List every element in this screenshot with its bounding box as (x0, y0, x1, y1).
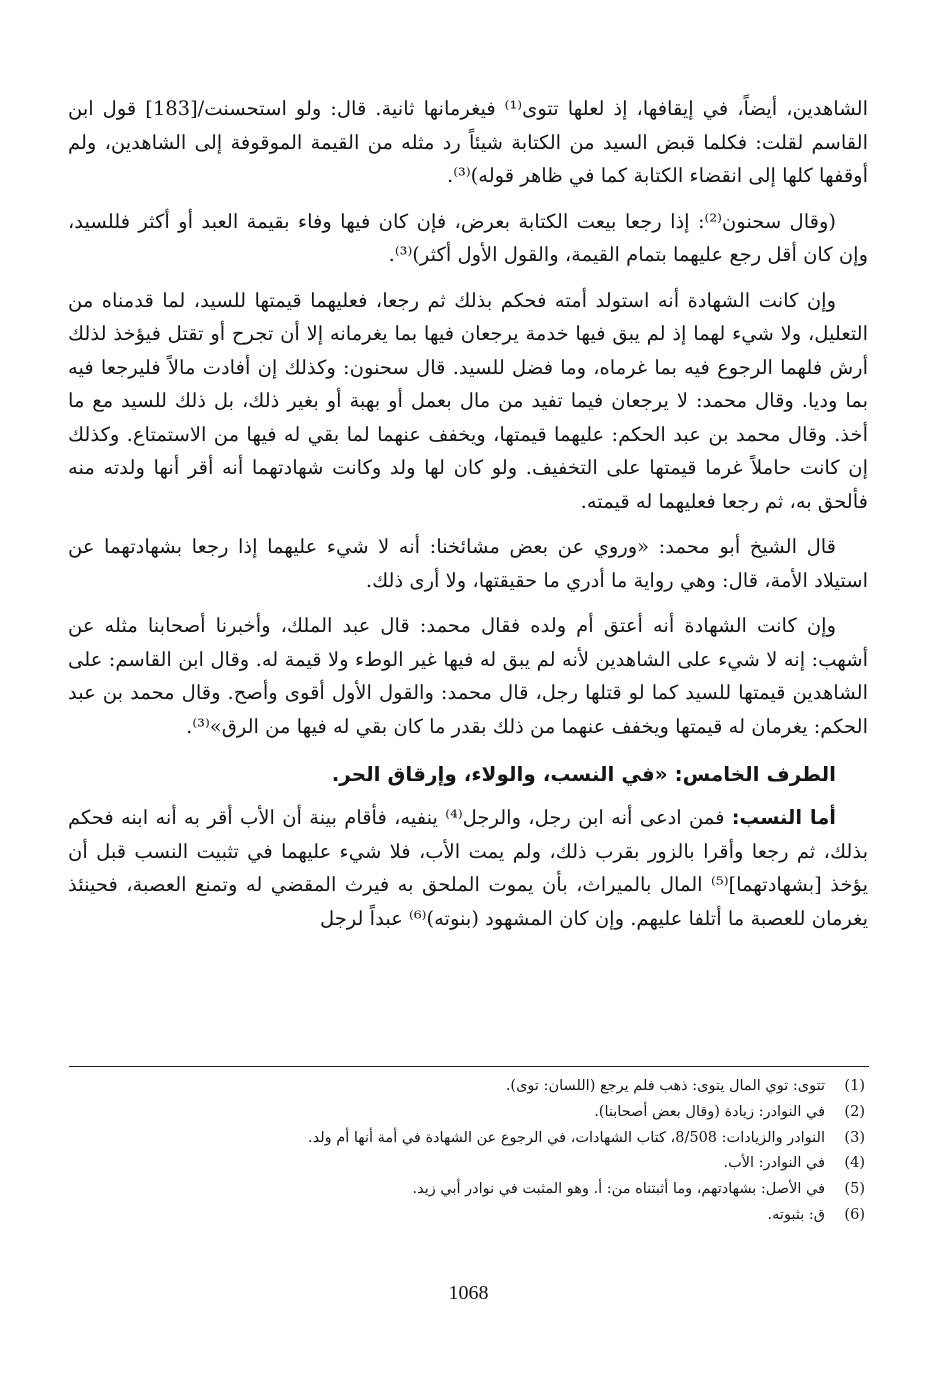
footnote-number: (4) (844, 1155, 865, 1172)
footnote-1 (75, 1074, 865, 1100)
footnote-text: في النوادر: زيادة (وقال بعض أصحابنا). (594, 1103, 825, 1120)
paragraph-3: وإن كانت الشهادة أنه استولد أمته فحكم بذلك ثم رجعا، فعليهما قيمتها للسيد، لما قدمناه من التعليل، ولا شيء لهما إذ لم يبق فيها خدمة يرجعان فيها بما يغرمانه إلا أن تجرح أو تقتل فيؤخذ لذلك أرش فلهما الرجوع فيه بما غرماه، وما فضل للسيد. قال سحنون: وكذلك إن أفادت مالاً فليرجعا فيه بما وديا. وقال محمد: لا يرجعان فيما تفيد من مال بعمل أو بهبة أو بغير ذلك، بل ذلك للسيد مع ما أخذ. وقال محمد بن عبد الحكم: عليهما قيمتها، ويخفف عنهما لما بقي له فيها من الاستمتاع. وكذلك إن كانت حاملاً غرما قيمتها على التخفيف. ولو كان لها ولد وكانت شهادتهما أنه أقر أنها ولدته منه فألحق به، ثم رجعا فعليهما له قيمته. (68, 288, 868, 513)
footnote-text: في الأصل: بشهادتهم، وما أثبتناه من: أ. وهو المثبت في نوادر أبي زيد. (412, 1181, 825, 1198)
footnote-6 (75, 1203, 865, 1229)
footnotes (75, 1074, 865, 1229)
footnote-3 (75, 1126, 865, 1152)
paragraph-4: قال الشيخ أبو محمد: «وروي عن بعض مشائخنا: أنه لا شيء عليهما إذا رجعا بشهادتهما عن استيلاد الأمة، قال: وهي رواية ما أدري ما حقيقتها، ولا أرى ذلك. (68, 535, 868, 592)
paragraph-2: (وقال سحنون⁽²⁾: إذا رجعا بيعت الكتابة بعرض، فإن كان فيها وفاء بقيمة العبد أو أكثر فللسيد، وإن كان أقل رجع عليهما بتمام القيمة، والقول الأول أكثر)⁽³⁾. (68, 209, 868, 266)
footnote-text: تتوى: توي المال يتوى: ذهب فلم يرجع (اللسان: توى). (505, 1078, 825, 1094)
lead-term: أما النسب: (731, 806, 836, 829)
footnote-separator (69, 1066, 869, 1067)
footnote-text: النوادر والزيادات: 8/508، كتاب الشهادات، في الرجوع عن الشهادة في أمة أنها أم ولد. (308, 1129, 825, 1146)
footnote-number: (1) (844, 1078, 865, 1094)
main-text (68, 92, 868, 947)
paragraph-6 (68, 801, 868, 935)
footnote-2 (75, 1100, 865, 1126)
footnote-number: (6) (844, 1206, 865, 1223)
footnote-number: (3) (844, 1129, 865, 1146)
footnote-5 (75, 1177, 865, 1203)
section-heading: الطرف الخامس: «في النسب، والولاء، وإرقاق الحر. (331, 762, 836, 786)
paragraph-5: وإن كانت الشهادة أنه أعتق أم ولده فقال محمد: قال عبد الملك، وأخبرنا أصحابنا مثله عن أشهب: إنه لا شيء على الشاهدين لأنه لم يبق له فيها غير الوطء ولا قيمة له. وقال ابن القاسم: على الشاهدين قيمتها للسيد كما لو قتلها رجل، قال محمد: والقول الأول أقوى وأصح. وقال محمد بن عبد الحكم: يغرمان له قيمتها ويخفف عنهما من ذلك بقدر ما كان بقي له فيها من الرق»⁽³⁾. (68, 614, 868, 738)
footnote-text: في النوادر: الأب. (723, 1155, 825, 1172)
paragraph-6-text: فمن ادعى أنه ابن رجل، والرجل⁽⁴⁾ ينفيه، فأقام بينة أن الأب أقر به أنه ابنه فحكم بذلك، ثم رجعا وأقرا بالزور بقرب ذلك، ولم يمت الأب، فلا شيء عليهما في تثبيت النسب قبل أن يؤخذ [بشهادتهما]⁽⁵⁾ المال بالميراث، بأن يموت الملحق به فيرث المقضي له وتمنع العصبة، فحينئذ يغرمان للعصبة ما أتلفا عليهم. وإن كان المشهود (بنوته)⁽⁶⁾ عبداً لرجل (68, 806, 869, 930)
footnote-number: (2) (844, 1103, 865, 1120)
footnote-number: (5) (844, 1181, 865, 1198)
page-number: 1068 (448, 1282, 489, 1304)
footnote-4 (75, 1151, 865, 1177)
footnote-text: ق: بثبوته. (767, 1206, 825, 1223)
paragraph-1: الشاهدين، أيضاً، في إيقافها، إذ لعلها تتوى⁽¹⁾ فيغرمانها ثانية. قال: ولو استحسنت/[183] قول ابن القاسم لقلت: فكلما قبض السيد من الكتابة شيئاً رد مثله من القيمة الموقوفة إلى الشاهدين، ولم أوقفها كلها إلى انقضاء الكتابة كما في ظاهر قوله)⁽³⁾. (68, 97, 868, 187)
